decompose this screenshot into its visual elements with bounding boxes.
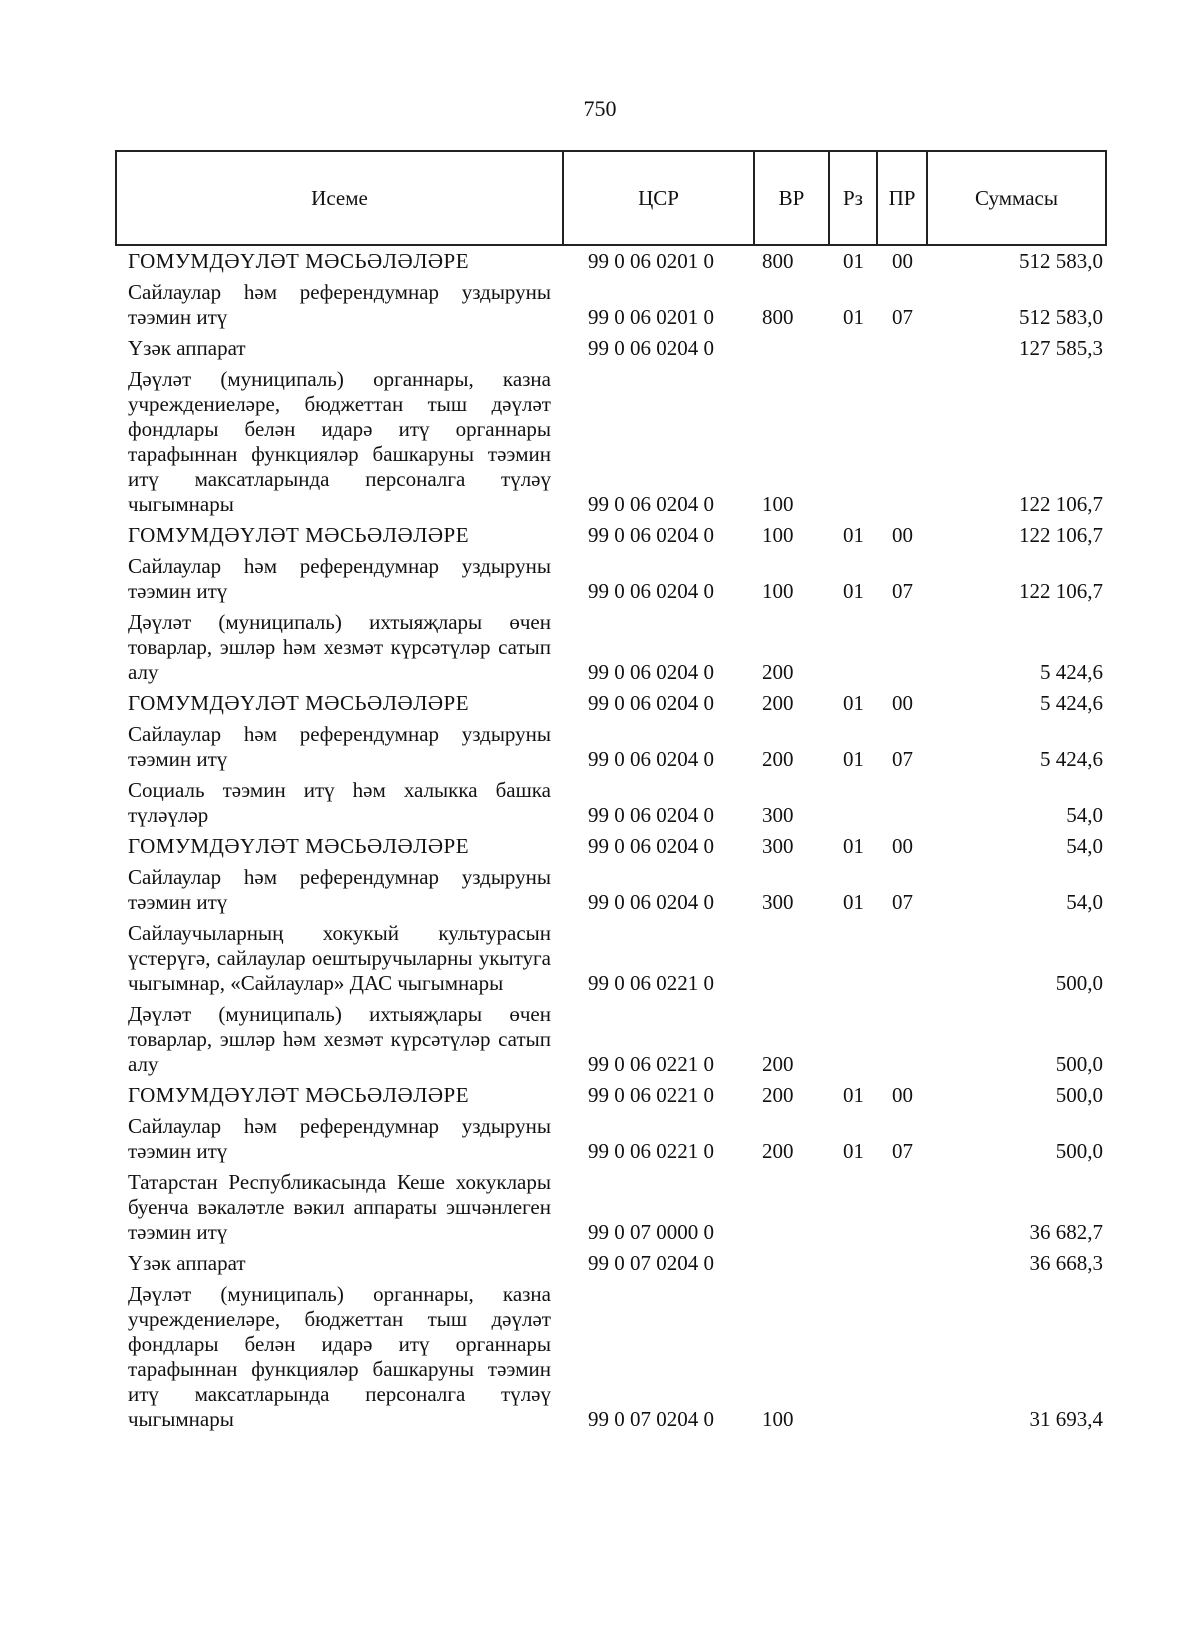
row-csr: 99 0 06 0204 0 xyxy=(588,336,714,360)
header-csr: ЦСР xyxy=(564,152,755,244)
table-row xyxy=(115,554,1107,604)
row-csr: 99 0 06 0204 0 xyxy=(588,660,714,684)
row-name: Дәүләт (муниципаль) органнары, казна учреждениеләре, бюджеттан тыш дәүләт фондлары белән идарә итү органнары тарафыннан функцияләр башкаруны тәэмин итү максатларында персоналга түләү чыгымнары xyxy=(128,367,551,516)
row-name: Татарстан Республикасында Кеше хокуклары буенча вәкаләтле вәкил аппараты эшчәнлеген тәэмин итү xyxy=(128,1170,551,1244)
table-row xyxy=(115,1170,1107,1245)
row-csr: 99 0 06 0201 0 xyxy=(588,249,714,273)
row-name: ГОМУМДӘҮЛӘТ МӘСЬӘЛӘЛӘРЕ xyxy=(128,249,470,273)
row-rz: 01 xyxy=(843,305,864,329)
header-pr: ПР xyxy=(878,152,928,244)
row-sum: 54,0 xyxy=(1066,803,1103,827)
row-sum: 500,0 xyxy=(1055,971,1103,995)
row-vr: 100 xyxy=(762,1407,794,1431)
row-csr: 99 0 06 0204 0 xyxy=(588,803,714,827)
header-vr: ВР xyxy=(755,152,830,244)
row-name: Сайлаулар һәм референдумнар уздыруны тәэмин итү xyxy=(128,554,551,603)
row-pr: 00 xyxy=(892,834,913,858)
table-row xyxy=(115,610,1107,685)
row-vr: 200 xyxy=(762,691,794,715)
row-vr: 100 xyxy=(762,523,794,547)
table-row xyxy=(115,523,1107,548)
table-row xyxy=(115,921,1107,996)
row-csr: 99 0 06 0221 0 xyxy=(588,971,714,995)
table-row xyxy=(115,722,1107,772)
table-row xyxy=(115,1083,1107,1108)
row-vr: 800 xyxy=(762,249,794,273)
row-csr: 99 0 06 0221 0 xyxy=(588,1139,714,1163)
row-rz: 01 xyxy=(843,249,864,273)
table-row xyxy=(115,1002,1107,1077)
row-csr: 99 0 06 0221 0 xyxy=(588,1052,714,1076)
row-rz: 01 xyxy=(843,691,864,715)
row-sum: 5 424,6 xyxy=(1040,660,1103,684)
row-csr: 99 0 07 0204 0 xyxy=(588,1251,714,1275)
row-name: Сайлаучыларның хокукый культурасын үстерүгә, сайлаулар оештыручыларны укытуга чыгымнар, «Сайлаулар» ДАС чыгымнары xyxy=(128,921,551,995)
row-csr: 99 0 06 0204 0 xyxy=(588,492,714,516)
table-row xyxy=(115,249,1107,274)
row-sum: 31 693,4 xyxy=(1029,1407,1103,1431)
row-name: Дәүләт (муниципаль) органнары, казна учреждениеләре, бюджеттан тыш дәүләт фондлары белән идарә итү органнары тарафыннан функцияләр башкаруны тәэмин итү максатларында персоналга түләү чыгымнары xyxy=(128,1282,551,1431)
row-rz: 01 xyxy=(843,834,864,858)
table-row xyxy=(115,778,1107,828)
row-rz: 01 xyxy=(843,579,864,603)
row-sum: 500,0 xyxy=(1055,1139,1103,1163)
table-row xyxy=(115,336,1107,361)
row-sum: 36 668,3 xyxy=(1029,1251,1103,1275)
row-sum: 122 106,7 xyxy=(1019,579,1103,603)
row-sum: 512 583,0 xyxy=(1019,305,1103,329)
row-name: Дәүләт (муниципаль) ихтыяҗлары өчен товарлар, эшләр һәм хезмәт күрсәтүләр сатып алу xyxy=(128,610,551,684)
row-csr: 99 0 06 0221 0 xyxy=(588,1083,714,1107)
row-name: Социаль тәэмин итү һәм халыкка башка түләүләр xyxy=(128,778,551,827)
row-sum: 500,0 xyxy=(1055,1083,1103,1107)
row-name: ГОМУМДӘҮЛӘТ МӘСЬӘЛӘЛӘРЕ xyxy=(128,1083,470,1107)
table-row xyxy=(115,691,1107,716)
table-row xyxy=(115,1114,1107,1164)
row-vr: 200 xyxy=(762,1052,794,1076)
row-csr: 99 0 06 0204 0 xyxy=(588,834,714,858)
row-name: Сайлаулар һәм референдумнар уздыруны тәэмин итү xyxy=(128,722,551,771)
row-name: Үзәк аппарат xyxy=(128,336,246,360)
row-pr: 07 xyxy=(892,579,913,603)
row-sum: 122 106,7 xyxy=(1019,492,1103,516)
page-number: 750 xyxy=(583,96,617,121)
row-sum: 54,0 xyxy=(1066,834,1103,858)
row-sum: 127 585,3 xyxy=(1019,336,1103,360)
row-pr: 00 xyxy=(892,1083,913,1107)
table-row xyxy=(115,1282,1107,1432)
row-vr: 300 xyxy=(762,890,794,914)
row-csr: 99 0 06 0204 0 xyxy=(588,890,714,914)
row-sum: 512 583,0 xyxy=(1019,249,1103,273)
row-vr: 200 xyxy=(762,747,794,771)
row-csr: 99 0 06 0204 0 xyxy=(588,747,714,771)
row-vr: 200 xyxy=(762,1139,794,1163)
header-rz: Рз xyxy=(830,152,878,244)
row-pr: 00 xyxy=(892,523,913,547)
row-sum: 36 682,7 xyxy=(1029,1220,1103,1244)
row-rz: 01 xyxy=(843,890,864,914)
row-vr: 300 xyxy=(762,834,794,858)
row-name: Сайлаулар һәм референдумнар уздыруны тәэмин итү xyxy=(128,1114,551,1163)
row-name: ГОМУМДӘҮЛӘТ МӘСЬӘЛӘЛӘРЕ xyxy=(128,691,470,715)
row-name: Сайлаулар һәм референдумнар уздыруны тәэмин итү xyxy=(128,280,551,329)
table-row xyxy=(115,367,1107,517)
row-name: Үзәк аппарат xyxy=(128,1251,246,1275)
header-sum: Суммасы xyxy=(975,185,1058,210)
row-csr: 99 0 06 0204 0 xyxy=(588,523,714,547)
row-rz: 01 xyxy=(843,747,864,771)
row-vr: 100 xyxy=(762,492,794,516)
row-pr: 07 xyxy=(892,1139,913,1163)
row-vr: 200 xyxy=(762,660,794,684)
table-row xyxy=(115,280,1107,330)
table-header xyxy=(115,150,1107,246)
table-row xyxy=(115,865,1107,915)
row-pr: 07 xyxy=(892,890,913,914)
row-sum: 5 424,6 xyxy=(1040,691,1103,715)
row-name: Дәүләт (муниципаль) ихтыяҗлары өчен товарлар, эшләр һәм хезмәт күрсәтүләр сатып алу xyxy=(128,1002,551,1076)
row-csr: 99 0 06 0204 0 xyxy=(588,579,714,603)
row-rz: 01 xyxy=(843,1139,864,1163)
row-sum: 122 106,7 xyxy=(1019,523,1103,547)
row-vr: 800 xyxy=(762,305,794,329)
row-sum: 500,0 xyxy=(1055,1052,1103,1076)
row-csr: 99 0 06 0201 0 xyxy=(588,305,714,329)
row-name: ГОМУМДӘҮЛӘТ МӘСЬӘЛӘЛӘРЕ xyxy=(128,834,470,858)
row-csr: 99 0 07 0000 0 xyxy=(588,1220,714,1244)
row-rz: 01 xyxy=(843,523,864,547)
row-pr: 00 xyxy=(892,691,913,715)
row-sum: 54,0 xyxy=(1066,890,1103,914)
row-pr: 00 xyxy=(892,249,913,273)
row-pr: 07 xyxy=(892,747,913,771)
row-rz: 01 xyxy=(843,1083,864,1107)
row-csr: 99 0 07 0204 0 xyxy=(588,1407,714,1431)
table-body xyxy=(115,249,1107,1432)
row-vr: 200 xyxy=(762,1083,794,1107)
row-vr: 300 xyxy=(762,803,794,827)
row-name: Сайлаулар һәм референдумнар уздыруны тәэмин итү xyxy=(128,865,551,914)
table-row xyxy=(115,1251,1107,1276)
row-name: ГОМУМДӘҮЛӘТ МӘСЬӘЛӘЛӘРЕ xyxy=(128,523,470,547)
header-name: Исеме xyxy=(117,152,564,244)
row-sum: 5 424,6 xyxy=(1040,747,1103,771)
row-vr: 100 xyxy=(762,579,794,603)
table-row xyxy=(115,834,1107,859)
row-pr: 07 xyxy=(892,305,913,329)
row-csr: 99 0 06 0204 0 xyxy=(588,691,714,715)
